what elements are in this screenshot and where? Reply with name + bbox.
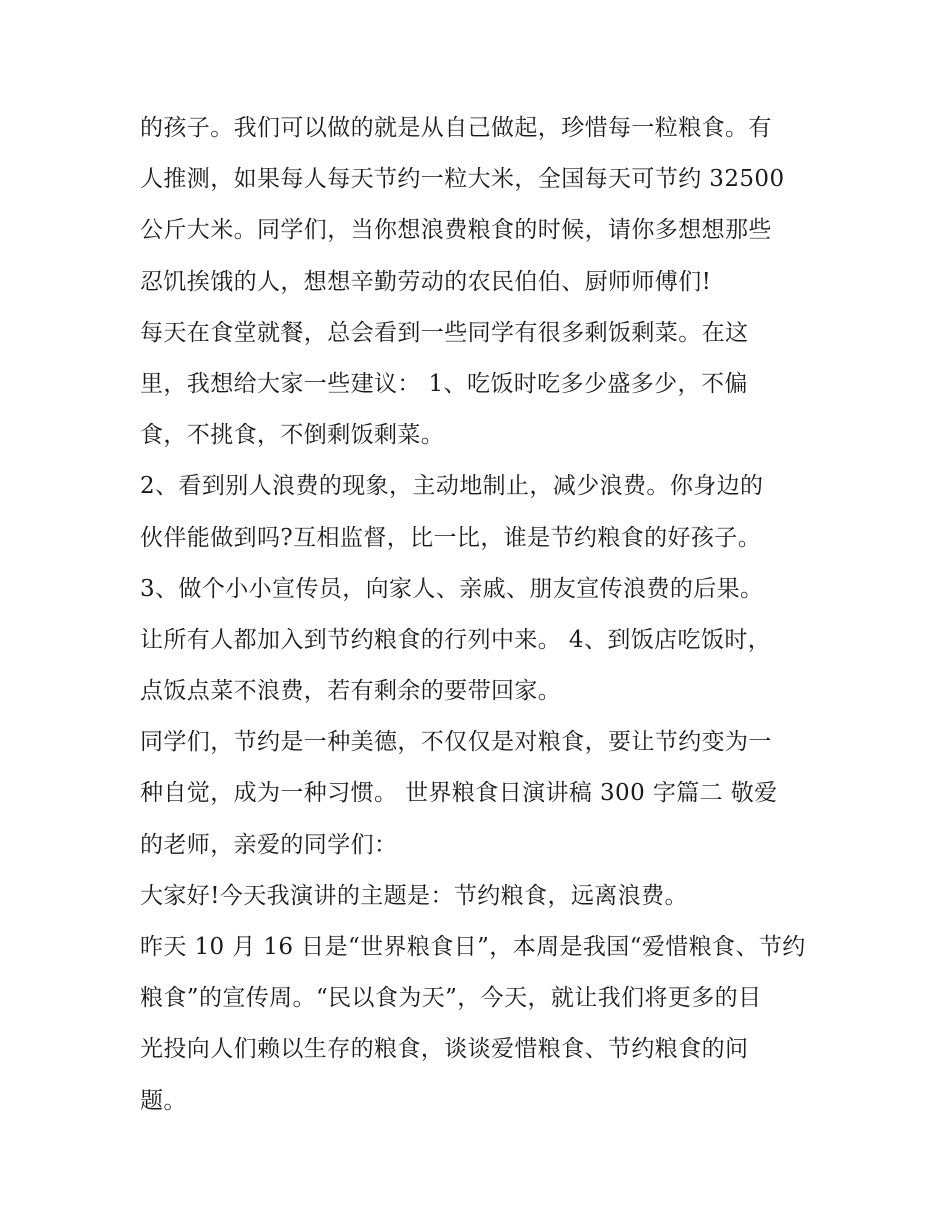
text-line: 3、做个小小宣传员，向家人、亲戚、朋友宣传浪费的后果。 xyxy=(140,575,764,602)
text-line: 点饭点菜不浪费，若有剩余的要带回家。 xyxy=(140,678,562,705)
text-line: 伙伴能做到吗?互相监督，比一比，谁是节约粮食的好孩子。 xyxy=(140,524,762,551)
text-line: 种自觉，成为一种习惯。 世界粮食日演讲稿 300 字篇二 敬爱 xyxy=(140,780,778,807)
text-line: 2、看到别人浪费的现象，主动地制止，减少浪费。你身边的 xyxy=(140,473,764,500)
text-line: 公斤大米。同学们，当你想浪费粮食的时候，请你多想想那些 xyxy=(140,217,772,244)
text-line: 让所有人都加入到节约粮食的行列中来。 4、到饭店吃饭时， xyxy=(140,626,772,653)
text-line: 粮食”的宣传周。“民以食为天”，今天，就让我们将更多的目 xyxy=(140,985,762,1012)
text-line: 题。 xyxy=(140,1087,187,1114)
text-line: 光投向人们赖以生存的粮食，谈谈爱惜粮食、节约粮食的问 xyxy=(140,1036,749,1063)
text-line: 的孩子。我们可以做的就是从自己做起，珍惜每一粒粮食。有 xyxy=(140,115,772,141)
text-line: 忍饥挨饿的人，想想辛勤劳动的农民伯伯、厨师师傅们! xyxy=(140,268,712,295)
text-line: 同学们，节约是一种美德，不仅仅是对粮食，要让节约变为一 xyxy=(140,729,772,756)
text-line: 里，我想给大家一些建议： 1、吃饭时吃多少盛多少，不偏 xyxy=(140,370,748,397)
document-body xyxy=(140,103,820,1127)
text-line: 的老师，亲爱的同学们： xyxy=(140,831,398,858)
text-line: 每天在食堂就餐，总会看到一些同学有很多剩饭剩菜。在这 xyxy=(140,319,749,346)
text-line: 大家好!今天我演讲的主题是：节约粮食，远离浪费。 xyxy=(140,882,688,909)
text-line: 食，不挑食，不倒剩饭剩菜。 xyxy=(140,422,445,449)
text-line: 人推测，如果每人每天节约一粒大米，全国每天可节约 32500 xyxy=(140,166,785,193)
text-line: 昨天 10 月 16 日是“世界粮食日”，本周是我国“爱惜粮食、节约 xyxy=(140,934,806,960)
